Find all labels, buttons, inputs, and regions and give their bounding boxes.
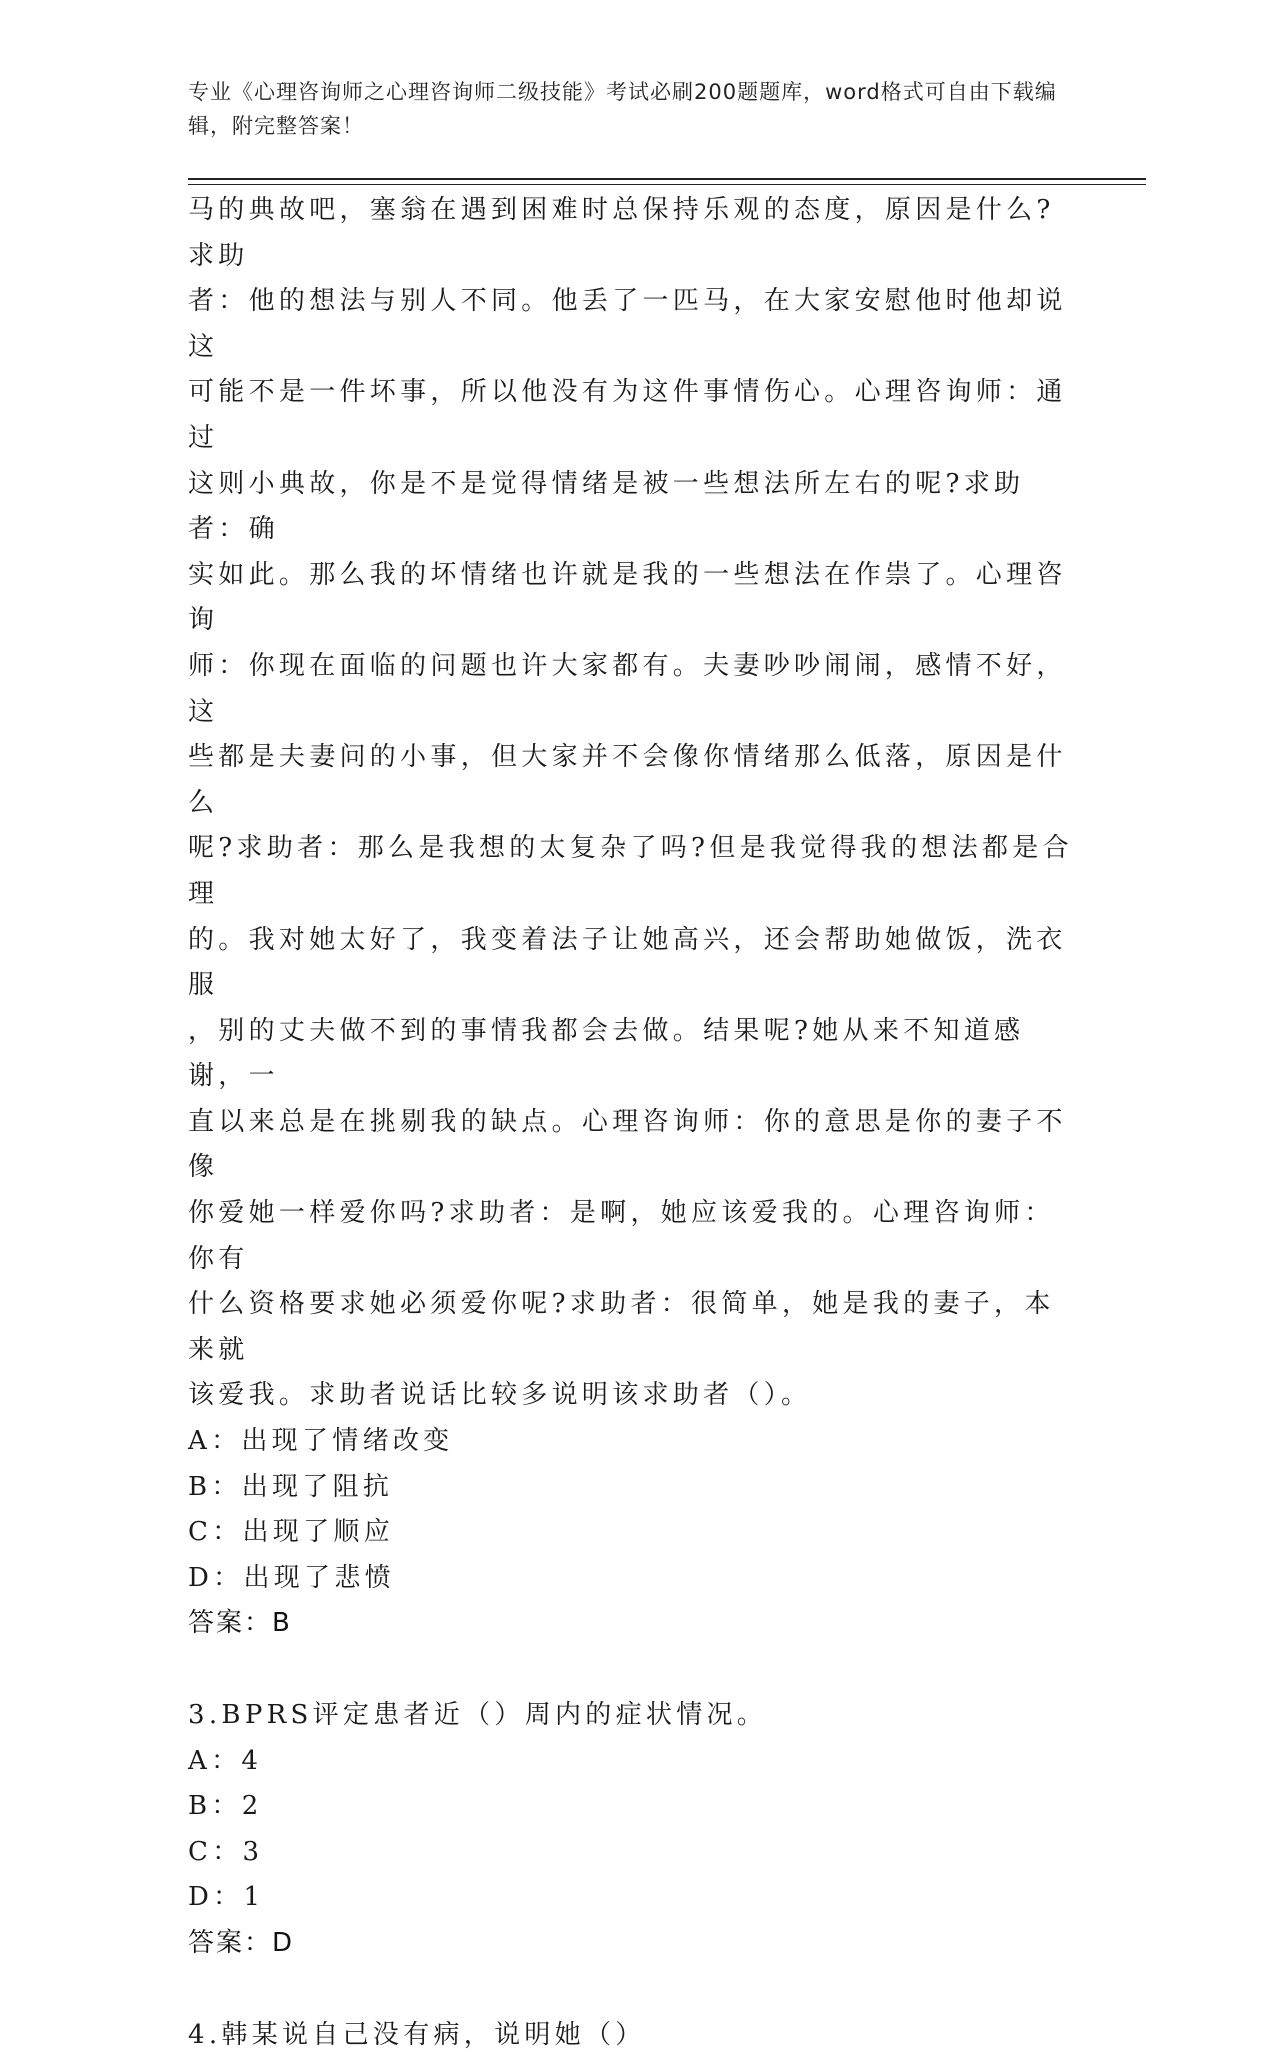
question-3-stem: 3.BPRS评定患者近（）周内的症状情况。 (188, 1700, 768, 1730)
page-header: 专业《心理咨询师之心理咨询师二级技能》考试必刷200题题库，word格式可自由下载编辑，附完整答案！ (188, 80, 1057, 138)
question-3-option-c: C：3 (188, 1836, 264, 1867)
spacer (188, 1967, 1078, 2013)
question-3-option-b: B：2 (188, 1791, 263, 1822)
question-3-answer: 答案：D (188, 1927, 295, 1958)
question-2-option-b: B：出现了阻抗 (188, 1471, 394, 1502)
question-2-answer: 答案：B (188, 1608, 292, 1639)
question-3-option-d: D：1 (188, 1882, 265, 1913)
header-rule-thick (188, 178, 1146, 180)
question-4-stem: 4.韩某说自己没有病，说明她（） (188, 2019, 646, 2050)
question-2-option-d: D：出现了悲愤 (188, 1562, 395, 1593)
question-2-option-c: C：出现了顺应 (188, 1517, 394, 1548)
header-rule-thin (188, 184, 1146, 185)
spacer (188, 1647, 1078, 1693)
question-2-option-a: A：出现了情绪改变 (188, 1426, 454, 1457)
question-2-passage: 马的典故吧，塞翁在遇到困难时总保持乐观的态度，原因是什么?求助 者：他的想法与别人不同。他丢了一匹马，在大家安慰他时他却说这 可能不是一件坏事，所以他没有为这件事情伤心。心理咨询师：通过 这则小典故，你是不是觉得情绪是被一些想法所左右的呢?求助者：确 实如此。那么我的坏情绪也许就是我的一些想法在作祟了。心理咨询 师：你现在面临的问题也许大家都有。夫妻吵吵闹闹，感情不好，这 些都是夫妻问的小事，但大家并不会像你情绪那么低落，原因是什么 呢?求助者：那么是我想的太复杂了吗?但是我觉得我的想法都是合理 的。我对她太好了，我变着法子让她高兴，还会帮助她做饭，洗衣服 ，别的丈夫做不到的事情我都会去做。结果呢?她从来不知道感谢，一 直以来总是在挑剔我的缺点。心理咨询师：你的意思是你的妻子不像 你爱她一样爱你吗?求助者：是啊，她应该爱我的。心理咨询师：你有 什么资格要求她必须爱你呢?求助者：很简单，她是我的妻子，本来就 该爱我。求助者说话比较多说明该求助者（）。 (188, 195, 1073, 1411)
question-3-option-a: A：4 (188, 1745, 263, 1776)
document-body (188, 188, 1078, 2058)
